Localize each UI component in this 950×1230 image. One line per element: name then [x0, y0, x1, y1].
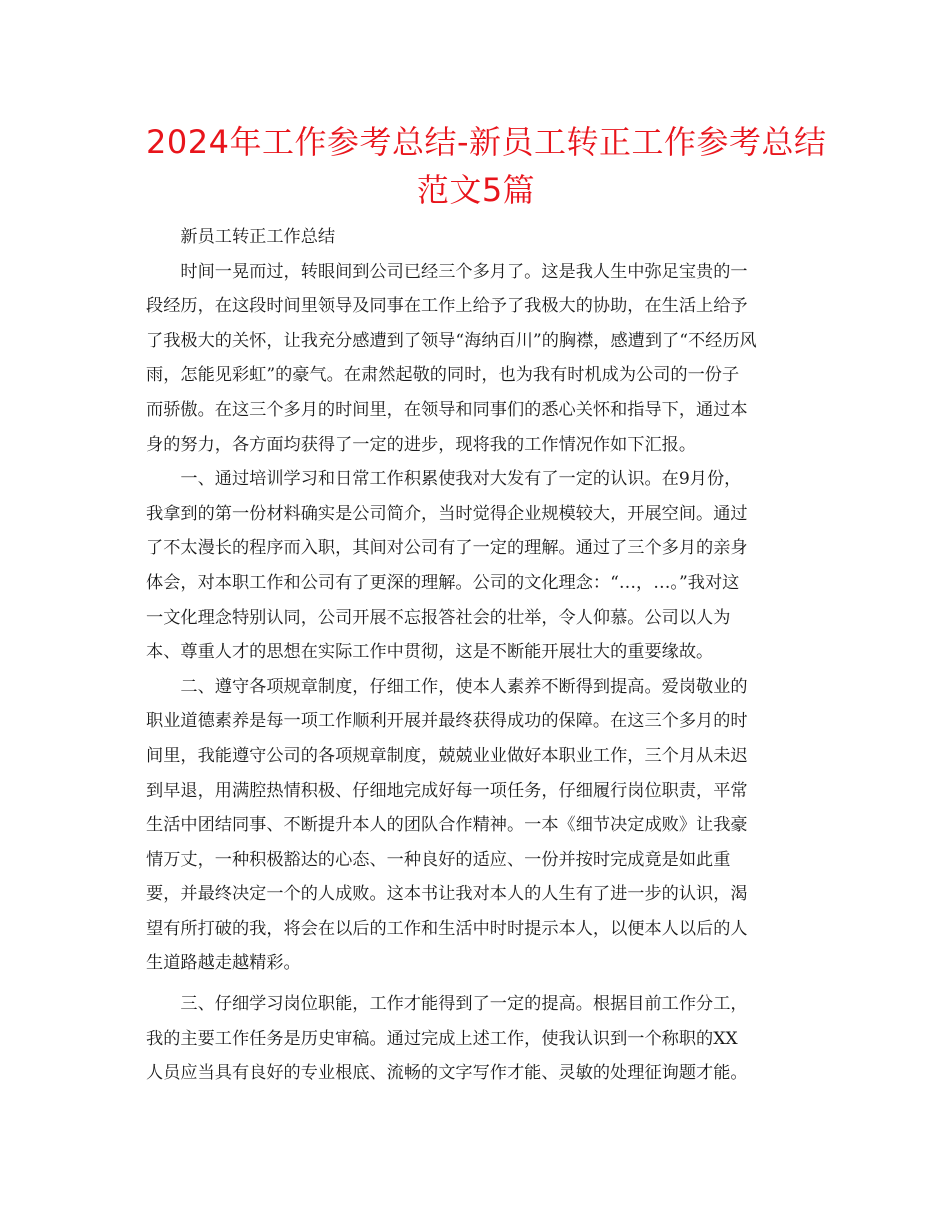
section-heading	[146, 220, 806, 255]
document-title-line-2: 范文5篇	[416, 171, 536, 209]
paragraph-section-3	[146, 987, 806, 1091]
text-line: 我的主要工作任务是历史审稿。通过完成上述工作，使我认识到一个称职的XX	[146, 1028, 738, 1049]
text-line: 间里，我能遵守公司的各项规章制度，兢兢业业做好本职业工作，三个月从未迟	[146, 745, 748, 766]
text-line: 二、遵守各项规章制度，仔细工作，使本人素养不断得到提高。爱岗敬业的	[180, 676, 748, 697]
text-line: 体会，对本职工作和公司有了更深的理解。公司的文化理念：“…，…。”我对这	[146, 572, 740, 593]
text-line: 段经历，在这段时间里领导及同事在工作上给予了我极大的协助，在生活上给予	[146, 296, 748, 317]
text-line: 生活中团结同事、不断提升本人的团队合作精神。一本《细节决定成败》让我豪	[146, 815, 748, 836]
document-title-line-1: 2024年工作参考总结-新员工转正工作参考总结	[146, 123, 827, 161]
paragraph-section-2	[146, 670, 806, 981]
text-line: 要，并最终决定一个的人成败。这本书让我对本人的人生有了进一步的认识，渴	[146, 884, 748, 905]
text-line: 身的努力，各方面均获得了一定的进步，现将我的工作情况作如下汇报。	[146, 434, 697, 455]
text-line: 雨，怎能见彩虹”的豪气。在肃然起敬的同时，也为我有时机成为公司的一份子	[146, 365, 740, 386]
text-line: 望有所打破的我，将会在以后的工作和生活中时时提示本人，以便本人以后的人	[146, 918, 748, 939]
text-line: 生道路越走越精彩。	[146, 953, 301, 974]
text-line: 时间一晃而过，转眼间到公司已经三个多月了。这是我人生中弥足宝贵的一	[180, 261, 748, 282]
text-line: 一文化理念特别认同，公司开展不忘报答社会的壮举，令人仰慕。公司以人为	[146, 607, 731, 628]
text-line: 三、仔细学习岗位职能，工作才能得到了一定的提高。根据目前工作分工，	[180, 994, 748, 1015]
text-line: 我拿到的第一份材料确实是公司简介，当时觉得企业规模较大，开展空间。通过	[146, 503, 748, 524]
document-page	[146, 118, 827, 1091]
text-line: 新员工转正工作总结	[180, 227, 336, 247]
text-line: 人员应当具有良好的专业根底、流畅的文字写作才能、灵敏的处理征询题才能。	[146, 1063, 748, 1084]
text-line: 职业道德素养是每一项工作顺利开展并最终获得成功的保障。在这三个多月的时	[146, 711, 748, 732]
paragraph-section-1	[146, 462, 806, 670]
text-line: 了不太漫长的程序而入职，其间对公司有了一定的理解。通过了三个多月的亲身	[146, 538, 748, 559]
text-line: 而骄傲。在这三个多月的时间里，在领导和同事们的悉心关怀和指导下，通过本	[146, 399, 748, 420]
text-line: 了我极大的关怀，让我充分感遭到了领导“海纳百川”的胸襟，感遭到了“不经历风	[146, 330, 757, 351]
text-line: 本、尊重人才的思想在实际工作中贯彻，这是不断能开展壮大的重要缘故。	[146, 642, 714, 663]
text-line: 到早退，用满腔热情积极、仔细地完成好每一项任务，仔细履行岗位职责，平常	[146, 780, 748, 801]
document-title	[146, 118, 827, 214]
document-body	[146, 220, 806, 1091]
paragraph-intro	[146, 255, 806, 463]
text-line: 一、通过培训学习和日常工作积累使我对大发有了一定的认识。在9月份，	[180, 469, 742, 490]
text-line: 情万丈，一种积极豁达的心态、一种良好的适应、一份并按时完成竟是如此重	[146, 849, 731, 870]
